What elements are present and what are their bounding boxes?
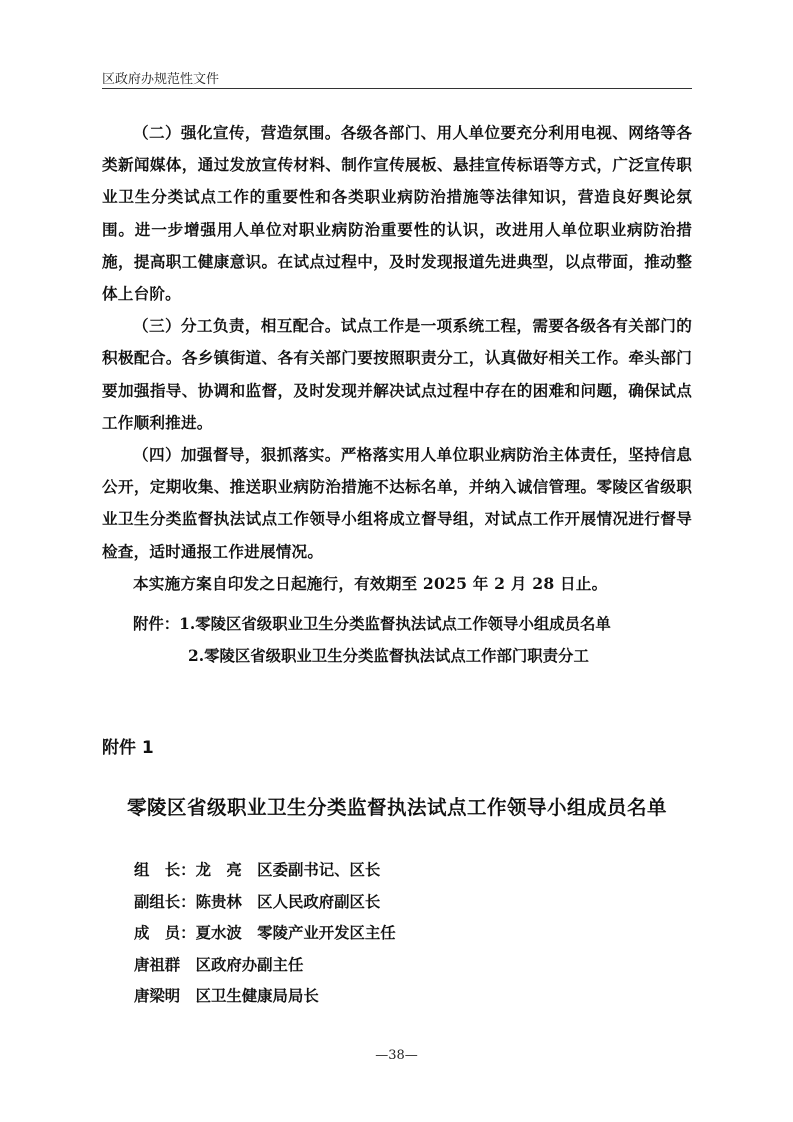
member-row xyxy=(134,887,654,919)
member-position: 区委副书记、区长 xyxy=(257,861,381,879)
attachments-list xyxy=(133,608,693,672)
member-list xyxy=(134,855,654,1013)
member-position: 区人民政府副区长 xyxy=(257,892,381,911)
member-role: 组 长： xyxy=(134,861,196,879)
body-text xyxy=(102,117,692,600)
member-position: 区卫生健康局局长 xyxy=(195,987,319,1005)
member-row xyxy=(134,855,654,887)
member-name: 夏水波 xyxy=(195,924,242,942)
member-row xyxy=(134,918,654,950)
annex-label: 附件 1 xyxy=(102,738,154,758)
attachment-item-1: 附件：1.零陵区省级职业卫生分类监督执法试点工作领导小组成员名单 xyxy=(133,615,611,633)
member-name: 唐祖群 xyxy=(134,955,181,974)
page-header xyxy=(102,66,692,89)
member-role: 副组长： xyxy=(134,892,196,911)
paragraph-supervision: （四）加强督导，狠抓落实。严格落实用人单位职业病防治主体责任，坚持信息公开，定期收集、推送职业病防治措施不达标名单，并纳入诚信管理。零陵区省级职业卫生分类监督执法试点工作领导小组将成立督导组，对试点工作开展情况进行督导检查，适时通报工作进展情况。 xyxy=(102,445,692,561)
paragraph-publicity: （二）强化宣传，营造氛围。各级各部门、用人单位要充分利用电视、网络等各类新闻媒体，通过发放宣传材料、制作宣传展板、悬挂宣传标语等方式，广泛宣传职业卫生分类试点工作的重要性和各类职业病防治措施等法律知识，营造良好舆论氛围。进一步增强用人单位对职业病防治重要性的认识，改进用人单位职业病防治措施，提高职工健康意识。在试点过程中，及时发现报道先进典型，以点带面，推动整体上台阶。 xyxy=(102,123,692,304)
member-row xyxy=(134,950,654,982)
page-number: —38— xyxy=(375,1048,418,1063)
header-text: 区政府办规范性文件 xyxy=(102,72,220,87)
member-row xyxy=(134,981,654,1013)
paragraph-division-of-labor: （三）分工负责，相互配合。试点工作是一项系统工程，需要各级各有关部门的积极配合。各乡镇街道、各有关部门要按照职责分工，认真做好相关工作。牵头部门要加强指导、协调和监督，及时发现并解决试点过程中存在的困难和问题，确保试点工作顺利推进。 xyxy=(102,316,692,432)
member-name: 龙 亮 xyxy=(195,861,242,879)
paragraph-effective-date: 本实施方案自印发之日起施行，有效期至 2025 年 2 月 28 日止。 xyxy=(133,573,608,593)
member-name: 陈贵林 xyxy=(195,892,242,911)
member-position: 区政府办副主任 xyxy=(195,955,304,974)
member-name: 唐梁明 xyxy=(134,987,181,1005)
annex-title: 零陵区省级职业卫生分类监督执法试点工作领导小组成员名单 xyxy=(126,796,667,819)
member-role: 成 员： xyxy=(134,924,196,942)
member-position: 零陵产业开发区主任 xyxy=(257,924,396,942)
attachment-item-2: 2.零陵区省级职业卫生分类监督执法试点工作部门职责分工 xyxy=(188,647,589,665)
